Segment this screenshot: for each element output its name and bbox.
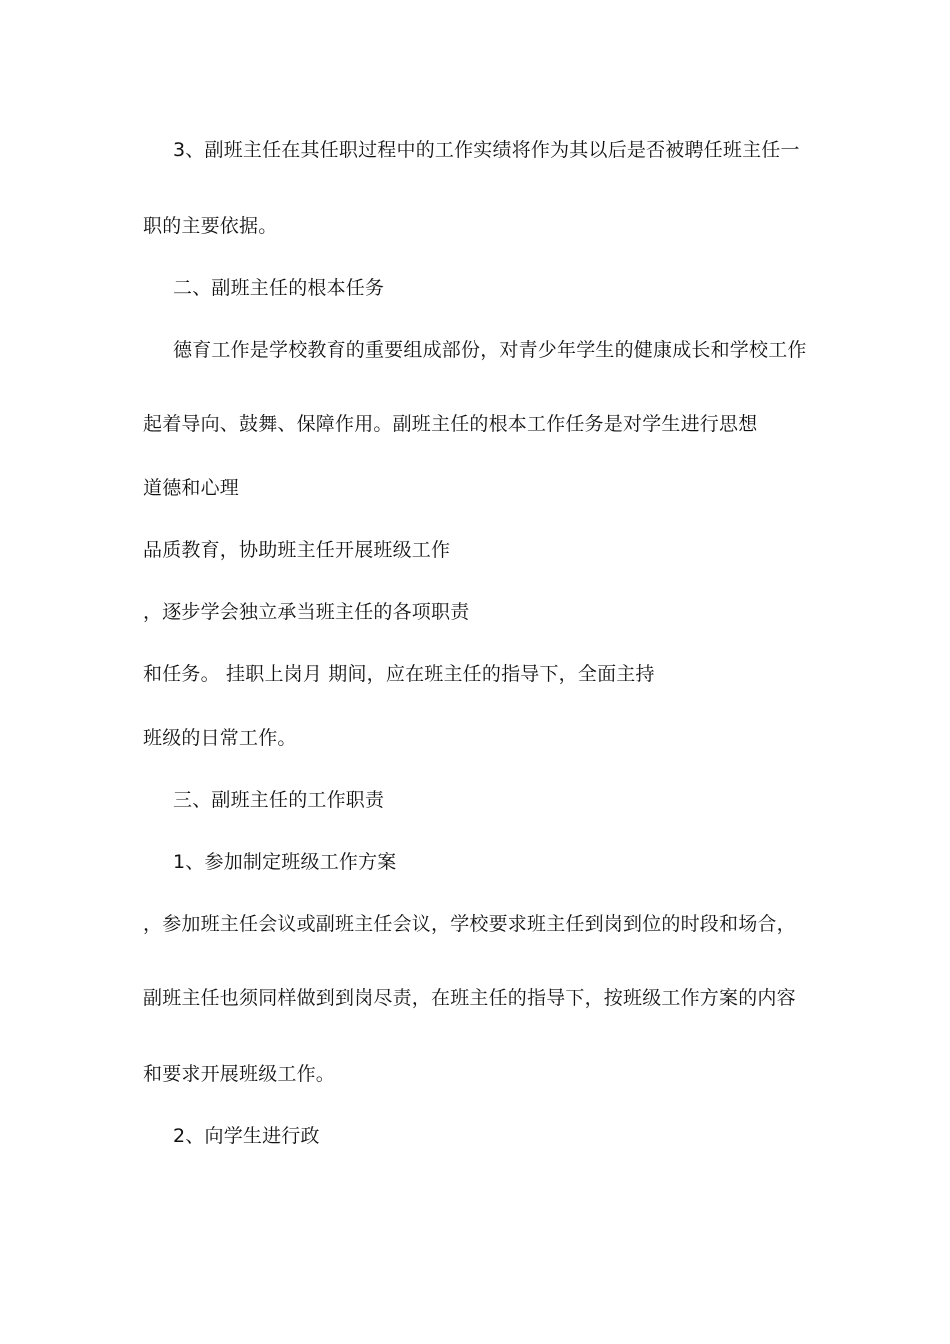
paragraph-line: 德育工作是学校教育的重要组成部份，对青少年学生的健康成长和学校工作 xyxy=(173,339,807,361)
section-heading: 二、副班主任的根本任务 xyxy=(173,277,385,299)
list-item-heading: 1、参加制定班级工作方案 xyxy=(173,851,397,873)
paragraph-line: 职的主要依据。 xyxy=(143,215,278,237)
paragraph-line: ，逐步学会独立承当班主任的各项职责 xyxy=(143,601,470,623)
paragraph-line: 起着导向、鼓舞、保障作用。副班主任的根本工作任务是对学生进行思想 xyxy=(143,413,758,435)
paragraph-line: 道德和心理 xyxy=(143,477,240,499)
paragraph-line: 班级的日常工作。 xyxy=(143,727,297,749)
paragraph-line: ，参加班主任会议或副班主任会议，学校要求班主任到岗到位的时段和场合， xyxy=(143,913,796,935)
paragraph-line: 和任务。 挂职上岗月 期间，应在班主任的指导下，全面主持 xyxy=(143,663,655,685)
paragraph-line: 3、副班主任在其任职过程中的工作实绩将作为其以后是否被聘任班主任一 xyxy=(173,139,800,161)
list-item-heading: 2、向学生进行政 xyxy=(173,1125,320,1147)
section-heading: 三、副班主任的工作职责 xyxy=(173,789,385,811)
paragraph-line: 副班主任也须同样做到到岗尽责，在班主任的指导下，按班级工作方案的内容 xyxy=(143,987,796,1009)
paragraph-line: 品质教育，协助班主任开展班级工作 xyxy=(143,539,451,561)
paragraph-line: 和要求开展班级工作。 xyxy=(143,1063,336,1085)
